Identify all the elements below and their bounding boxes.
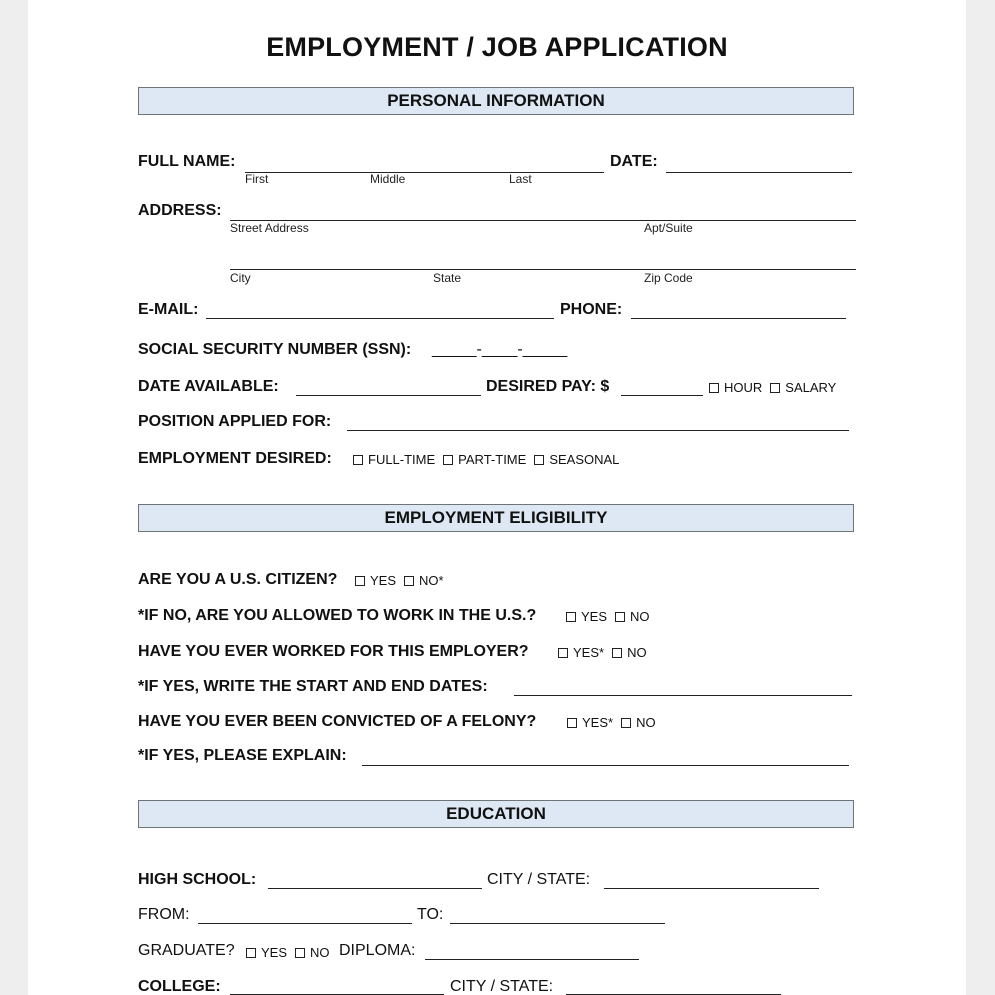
felony-question: HAVE YOU EVER BEEN CONVICTED OF A FELONY? [138,713,537,730]
high-school-field[interactable] [268,888,482,889]
hour-option-label: HOUR [724,380,763,395]
first-name-caption: First [245,172,269,186]
citizen-no-checkbox[interactable] [404,576,414,586]
full-time-option-label: FULL-TIME [368,452,436,467]
position-applied-field[interactable] [347,430,849,431]
state-caption: State [433,271,462,285]
diploma-field[interactable] [425,959,639,960]
to-field[interactable] [450,923,665,924]
seasonal-checkbox[interactable] [534,455,544,465]
from-field[interactable] [198,923,412,924]
section-header-eligibility: EMPLOYMENT ELIGIBILITY [138,504,854,532]
full-name-field[interactable] [245,172,604,173]
part-time-option-label: PART-TIME [458,452,527,467]
felony-no-checkbox[interactable] [621,718,631,728]
employment-type-options [353,452,627,467]
citizen-question: ARE YOU A U.S. CITIZEN? [138,571,338,588]
email-field[interactable] [206,318,554,319]
college-city-state-label: CITY / STATE: [450,978,554,995]
graduate-options [246,945,338,960]
felony-explain-field[interactable] [362,765,849,766]
section-header-personal: PERSONAL INFORMATION [138,87,854,115]
street-address-field[interactable] [230,220,856,221]
date-available-field[interactable] [296,395,481,396]
date-available-label: DATE AVAILABLE: [138,378,279,395]
citizen-yes-label: YES [370,573,397,588]
diploma-label: DIPLOMA: [339,942,416,959]
phone-label: PHONE: [560,301,623,318]
hour-checkbox[interactable] [709,383,719,393]
felony-options [567,715,664,730]
high-school-city-state-field[interactable] [604,888,819,889]
ssn-label: SOCIAL SECURITY NUMBER (SSN): [138,341,412,358]
last-name-caption: Last [509,172,532,186]
zip-code-caption: Zip Code [644,271,693,285]
date-field[interactable] [666,172,852,173]
high-school-city-state-label: CITY / STATE: [487,871,591,888]
apt-suite-caption: Apt/Suite [644,221,693,235]
college-label: COLLEGE: [138,978,221,995]
felony-yes-label: YES* [582,715,614,730]
start-end-dates-label: *IF YES, WRITE THE START AND END DATES: [138,678,488,695]
felony-yes-checkbox[interactable] [567,718,577,728]
email-label: E-MAIL: [138,301,199,318]
salary-checkbox[interactable] [770,383,780,393]
desired-pay-field[interactable] [621,395,703,396]
pay-type-options [709,380,844,395]
city-state-zip-field[interactable] [230,269,856,270]
from-label: FROM: [138,906,190,923]
work-authorization-options [566,609,658,624]
work-auth-no-label: NO [630,609,650,624]
form-title: EMPLOYMENT / JOB APPLICATION [266,32,728,62]
graduate-no-checkbox[interactable] [295,948,305,958]
phone-field[interactable] [631,318,846,319]
high-school-label: HIGH SCHOOL: [138,871,257,888]
address-label: ADDRESS: [138,202,222,219]
section-header-education: EDUCATION [138,800,854,828]
date-label: DATE: [610,153,658,170]
seasonal-option-label: SEASONAL [549,452,620,467]
graduate-label: GRADUATE? [138,942,235,959]
felony-no-label: NO [636,715,656,730]
employment-desired-label: EMPLOYMENT DESIRED: [138,450,332,467]
prior-employer-yes-checkbox[interactable] [558,648,568,658]
part-time-checkbox[interactable] [443,455,453,465]
middle-name-caption: Middle [370,172,406,186]
to-label: TO: [417,906,444,923]
work-authorization-question: *IF NO, ARE YOU ALLOWED TO WORK IN THE U.S.? [138,607,537,624]
full-time-checkbox[interactable] [353,455,363,465]
prior-employer-options [558,645,655,660]
prior-employer-no-label: NO [627,645,647,660]
graduate-no-label: NO [310,945,330,960]
position-applied-label: POSITION APPLIED FOR: [138,413,332,430]
start-end-dates-field[interactable] [514,695,852,696]
graduate-yes-label: YES [261,945,288,960]
work-auth-no-checkbox[interactable] [615,612,625,622]
prior-employer-question: HAVE YOU EVER WORKED FOR THIS EMPLOYER? [138,643,529,660]
prior-employer-yes-label: YES* [573,645,605,660]
work-auth-yes-label: YES [581,609,608,624]
street-address-caption: Street Address [230,221,309,235]
work-auth-yes-checkbox[interactable] [566,612,576,622]
salary-option-label: SALARY [785,380,837,395]
application-form-page [28,0,966,995]
citizen-options [355,573,452,588]
desired-pay-label: DESIRED PAY: $ [486,378,610,395]
graduate-yes-checkbox[interactable] [246,948,256,958]
citizen-yes-checkbox[interactable] [355,576,365,586]
citizen-no-label: NO* [419,573,444,588]
city-caption: City [230,271,251,285]
full-name-label: FULL NAME: [138,153,236,170]
prior-employer-no-checkbox[interactable] [612,648,622,658]
ssn-field[interactable]: _____-____-_____ [432,341,568,358]
felony-explain-label: *IF YES, PLEASE EXPLAIN: [138,747,347,764]
